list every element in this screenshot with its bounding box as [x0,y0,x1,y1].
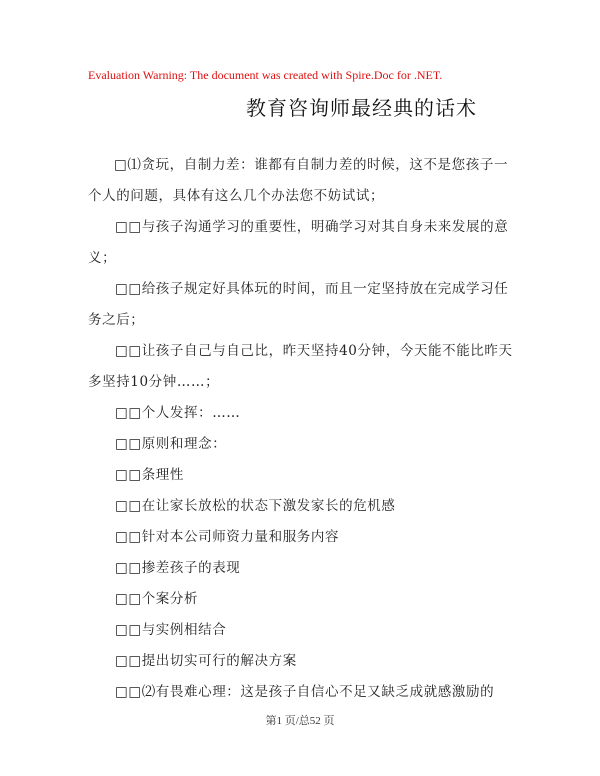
paragraph: □□在让家长放松的状态下激发家长的危机感 [115,498,396,514]
paragraph: □□给孩子规定好具体玩的时间，而且一定坚持放在完成学习任务之后； [88,281,509,328]
paragraph: □⑴贪玩，自制力差：谁都有自制力差的时候，这不是您孩子一个人的问题，具体有这么几个办法您不妨试试； [88,157,509,204]
paragraph: □□与实例相结合 [115,622,227,638]
paragraph: □□与孩子沟通学习的重要性，明确学习对其自身未来发展的意义； [88,219,509,266]
evaluation-warning: Evaluation Warning: The document was created with Spire.Doc for .NET. [88,68,443,82]
paragraph: □□条理性 [115,467,185,483]
page-footer: 第1 页/总52 页 [265,715,335,727]
paragraph: □□个案分析 [115,591,199,607]
paragraph: □□提出切实可行的解决方案 [115,653,297,669]
paragraph: □□掺差孩子的表现 [115,560,241,576]
paragraph: □□针对本公司师资力量和服务内容 [115,529,340,545]
paragraph: □□个人发挥：…… [115,405,241,421]
document-body [88,150,520,708]
paragraph: □□原则和理念： [115,436,227,452]
paragraph: □□让孩子自己与自己比，昨天坚持40分钟，今天能不能比昨天多坚持10分钟……； [88,343,513,390]
document-title: 教育咨询师最经典的话术 [246,96,477,120]
paragraph: □□⑵有畏难心理：这是孩子自信心不足又缺乏成就感激励的 [115,684,495,700]
